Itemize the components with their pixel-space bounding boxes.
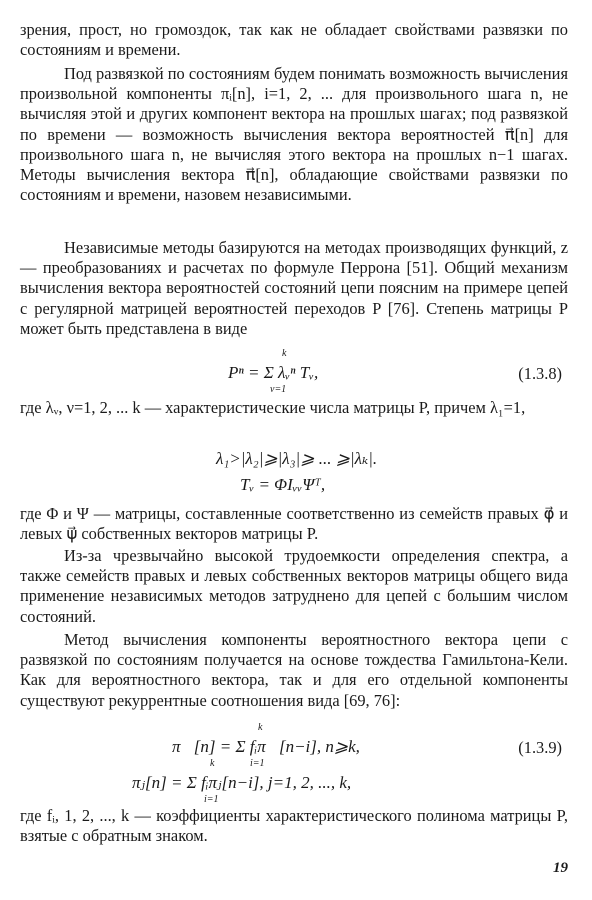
equation-1-3-8 [228,362,318,384]
paragraph-5: где Φ и Ψ — матрицы, составленные соответственно из семейств правых φ⃗ и левых ψ⃗ собственных векторов матрицы P. [20,504,568,544]
paragraph-8: где fᵢ, 1, 2, ..., k — коэффициенты характеристического полинома матрицы P, взятые с обратным знаком. [20,806,568,846]
paragraph-6: Из-за чрезвычайно высокой трудоемкости определения спектра, а также семейств правых и левых собственных векторов матрицы общего вида применение независимых методов затруднено для цепей с большим числом состояний. [20,546,568,626]
equation-component-lower-limit: i=1 [204,794,219,805]
equation-1-3-8-upper-limit: k [282,348,287,359]
paragraph-7: Метод вычисления компоненты вероятностного вектора цепи с развязкой по состояниям получается на основе тождества Гамильтона-Кели. Как для вероятностного вектора, так и для его отдельной компоненты существуют рекуррентные соотношения вида [69, 76]: [20,630,568,710]
equation-number-1-3-8: (1.3.8) [518,364,562,383]
paragraph-3: Независимые методы базируются на методах производящих функций, z — преобразованиях и расчетах по формуле Перрона [51]. Общий механизм вычисления вектора вероятностей состояний цепи поясним на примере цепей с регулярной матрицей вероятностей переходов P [76]. Степень матрицы P может быть представлена в виде [20,238,568,338]
equation-t-nu: Tᵥ = ΦIᵥᵥΨᵀ, [240,475,326,494]
equation-1-3-9: π⃗[n] = Σ fᵢπ⃗[n−i], n⩾k, [172,737,360,756]
equation-1-3-8-lower-limit: ν=1 [270,384,287,395]
equation-1-3-9-lower-limit: i=1 [250,758,265,769]
equation-number-1-3-9: (1.3.9) [518,738,562,757]
paragraph-4: где λᵥ, ν=1, 2, ... k — характеристические числа матрицы P, причем λ₁=1, [20,398,526,417]
equation-component-recurrence: πⱼ[n] = Σ fᵢπⱼ[n−i], j=1, 2, ..., k, [132,773,352,792]
equation-1-3-8-body: Pⁿ = Σ λᵥⁿ Tᵥ, [228,363,319,382]
paragraph-2: Под развязкой по состояниям будем понимать возможность вычисления произвольной компоненты πᵢ[n], i=1, 2, ... для произвольного шага n, не вычисляя этой и других компонент вектора на прошлых шагах; под развязкой по времени — возможность вычисления вектора вероятностей π⃗[n] для произвольного шага n, не вычисляя этого вектора на прошлых n−1 шагах. Методы вычисления вектора π⃗[n], обладающие свойствами развязки по состояниям и времени, назовем независимыми. [20,64,568,205]
equation-eigenvalue-order: λ₁>|λ₂|⩾|λ₃|⩾ ... ⩾|λₖ|. [216,449,378,468]
paragraph-1: зрения, прост, но громоздок, так как не обладает свойствами развязки по состояниям и времени. [20,20,568,60]
page-number: 19 [553,860,568,876]
equation-1-3-9-upper-limit: k [258,722,263,733]
equation-component-upper-limit: k [210,758,215,769]
